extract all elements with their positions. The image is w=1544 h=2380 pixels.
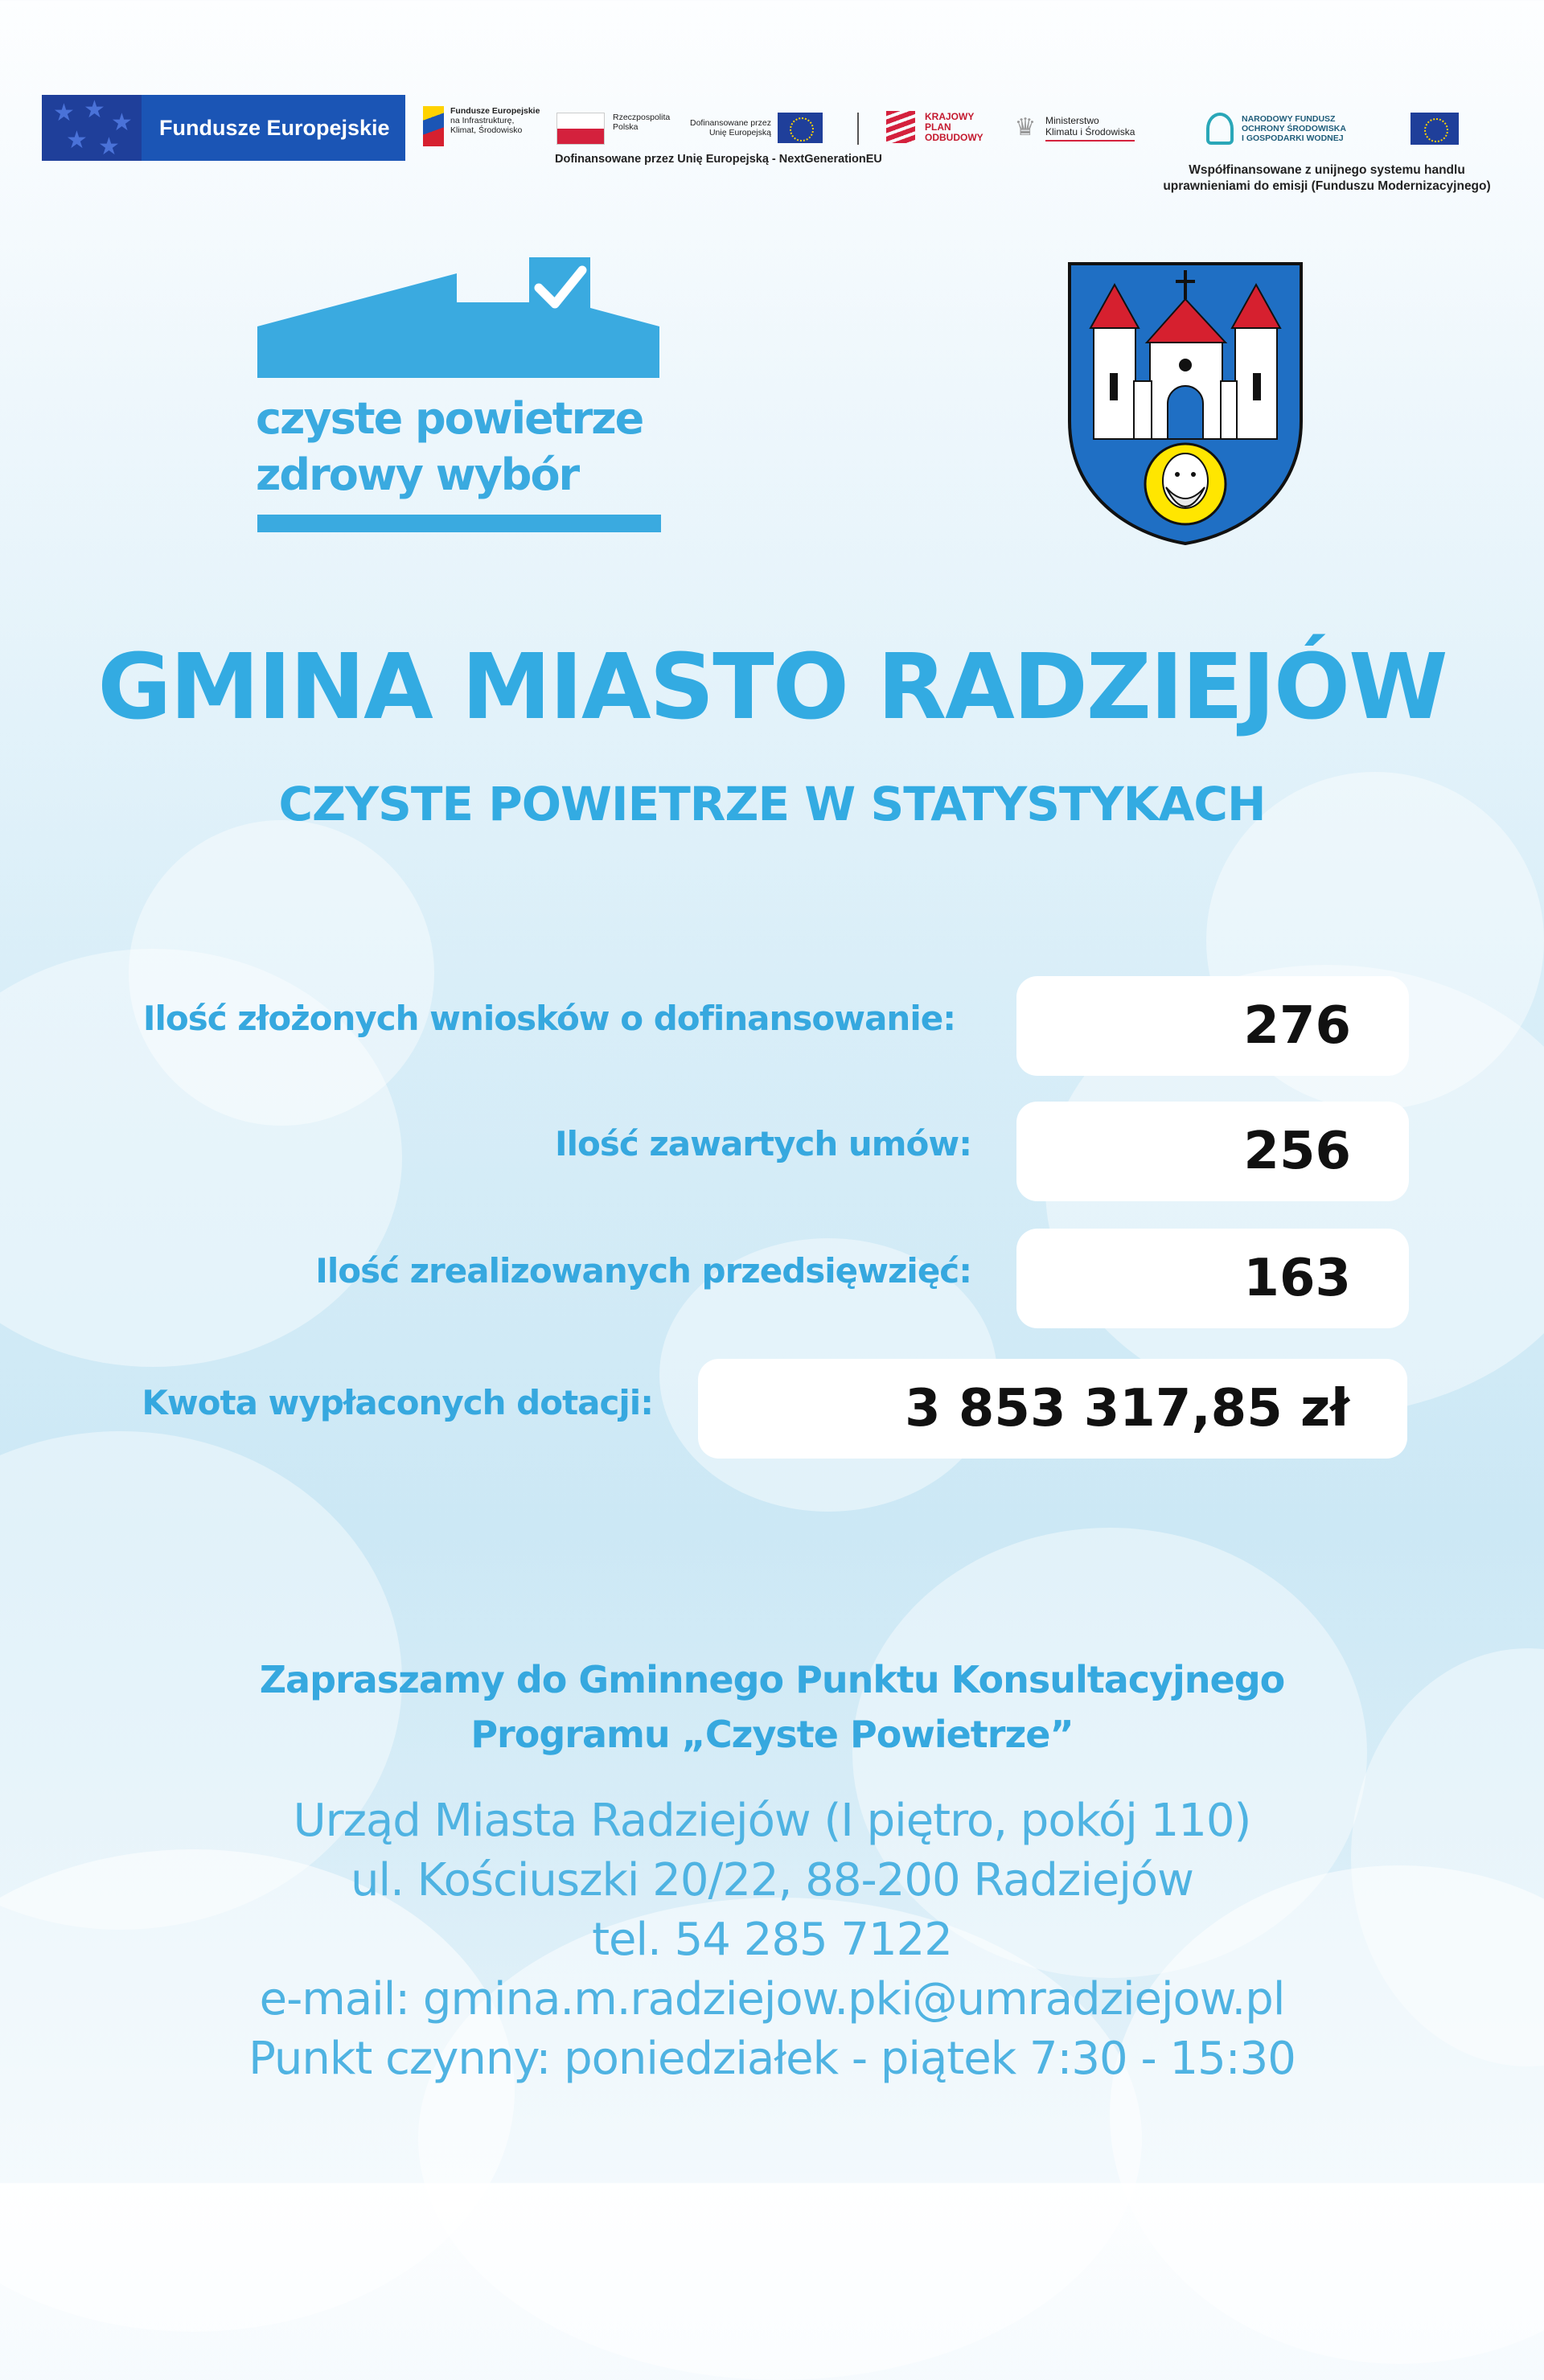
- nfos-line: OCHRONY ŚRODOWISKA: [1242, 124, 1346, 133]
- contact-street: ul. Kościuszki 20/22, 88-200 Radziejów: [351, 1854, 1193, 1906]
- page-subtitle: CZYSTE POWIETRZE W STATYSTYKACH: [278, 777, 1266, 831]
- programme-logo-line1: czyste powietrze: [256, 393, 643, 444]
- kpo-logo: [886, 111, 983, 143]
- kpo-line: ODBUDOWY: [925, 131, 983, 143]
- programme-logo-text: [256, 391, 643, 503]
- stat-label-grant-amount: Kwota wypłaconych dotacji:: [142, 1383, 653, 1422]
- stat-label-contracts: Ilość zawartych umów:: [554, 1124, 971, 1163]
- nfosigw-logo: [1206, 113, 1346, 145]
- invite-line-2: Programu „Czyste Powietrze”: [470, 1713, 1074, 1756]
- note-line: uprawnieniami do emisji (Funduszu Modernizacyjnego): [1163, 179, 1491, 193]
- rp-line: Rzeczpospolita: [613, 113, 671, 122]
- fe-main-label: Fundusze Europejskie: [142, 95, 405, 161]
- stat-label-applications: Ilość złożonych wniosków o dofinansowanie:: [142, 999, 955, 1038]
- contact-hours: Punkt czynny: poniedziałek - piątek 7:30 - 15:30: [248, 2033, 1296, 2085]
- dof-ue-line: Unię Europejską: [708, 128, 771, 137]
- fe-small-line: na Infrastrukturę,: [450, 116, 515, 125]
- fe-small-line: Klimat, Środowisko: [450, 125, 523, 135]
- eagle-icon: ♛: [1014, 113, 1037, 142]
- programme-logo-line2: zdrowy wybór: [256, 449, 579, 500]
- programme-logo-bar: [257, 515, 661, 532]
- nfos-line: I GOSPODARKI WODNEJ: [1242, 133, 1344, 143]
- stat-value-applications: 276: [1016, 976, 1409, 1076]
- kpo-line: KRAJOWY: [925, 110, 975, 122]
- polish-flag-icon: [556, 113, 605, 145]
- page-title: GMINA MIASTO RADZIEJÓW: [97, 635, 1447, 740]
- ministry-line: Klimatu i Środowiska: [1045, 125, 1135, 137]
- ministry-logo: [1013, 113, 1135, 143]
- contact-phone: tel. 54 285 7122: [592, 1914, 952, 1966]
- modernization-fund-note: [1142, 162, 1512, 195]
- invite-line-1: Zapraszamy do Gminnego Punktu Konsultacyjnego: [259, 1658, 1285, 1701]
- fundusze-europejskie-logo: [42, 95, 405, 161]
- dofinansowane-ue-logo: [690, 113, 823, 143]
- stat-value-contracts: 256: [1016, 1102, 1409, 1201]
- nextgen-note: Dofinansowane przez Unię Europejską - NextGenerationEU: [555, 153, 882, 166]
- rzeczpospolita-logo: [556, 113, 670, 145]
- fe-infrastruktura-logo: [423, 106, 561, 151]
- ministry-line: Ministerstwo: [1045, 114, 1099, 126]
- kpo-line: PLAN: [925, 121, 951, 133]
- coat-of-arms-icon: [1066, 261, 1304, 547]
- eu-stars-icon: ★ ★ ★ ★ ★: [42, 95, 142, 161]
- logo-divider: [857, 113, 859, 145]
- contact-email: e-mail: gmina.m.radziejow.pki@umradziejow.pl: [259, 1973, 1285, 2025]
- eu-flag-icon: [1411, 113, 1459, 145]
- nfos-line: NARODOWY FUNDUSZ: [1242, 114, 1336, 124]
- dof-ue-line: Dofinansowane przez: [690, 118, 771, 128]
- fe-flag-icon: [423, 106, 444, 146]
- kpo-mark-icon: [886, 111, 915, 143]
- stat-label-projects: Ilość zrealizowanych przedsięwzięć:: [315, 1251, 971, 1291]
- stat-value-grant-amount: 3 853 317,85 zł: [698, 1359, 1407, 1459]
- contact-office: Urząd Miasta Radziejów (I piętro, pokój 110): [293, 1795, 1251, 1847]
- fe-small-line: Fundusze Europejskie: [450, 106, 540, 116]
- rp-line: Polska: [613, 122, 639, 132]
- eu-flag-icon: [778, 113, 823, 143]
- stat-value-projects: 163: [1016, 1229, 1409, 1328]
- nfos-mark-icon: [1206, 113, 1234, 145]
- note-line: Współfinansowane z unijnego systemu handlu: [1189, 163, 1465, 177]
